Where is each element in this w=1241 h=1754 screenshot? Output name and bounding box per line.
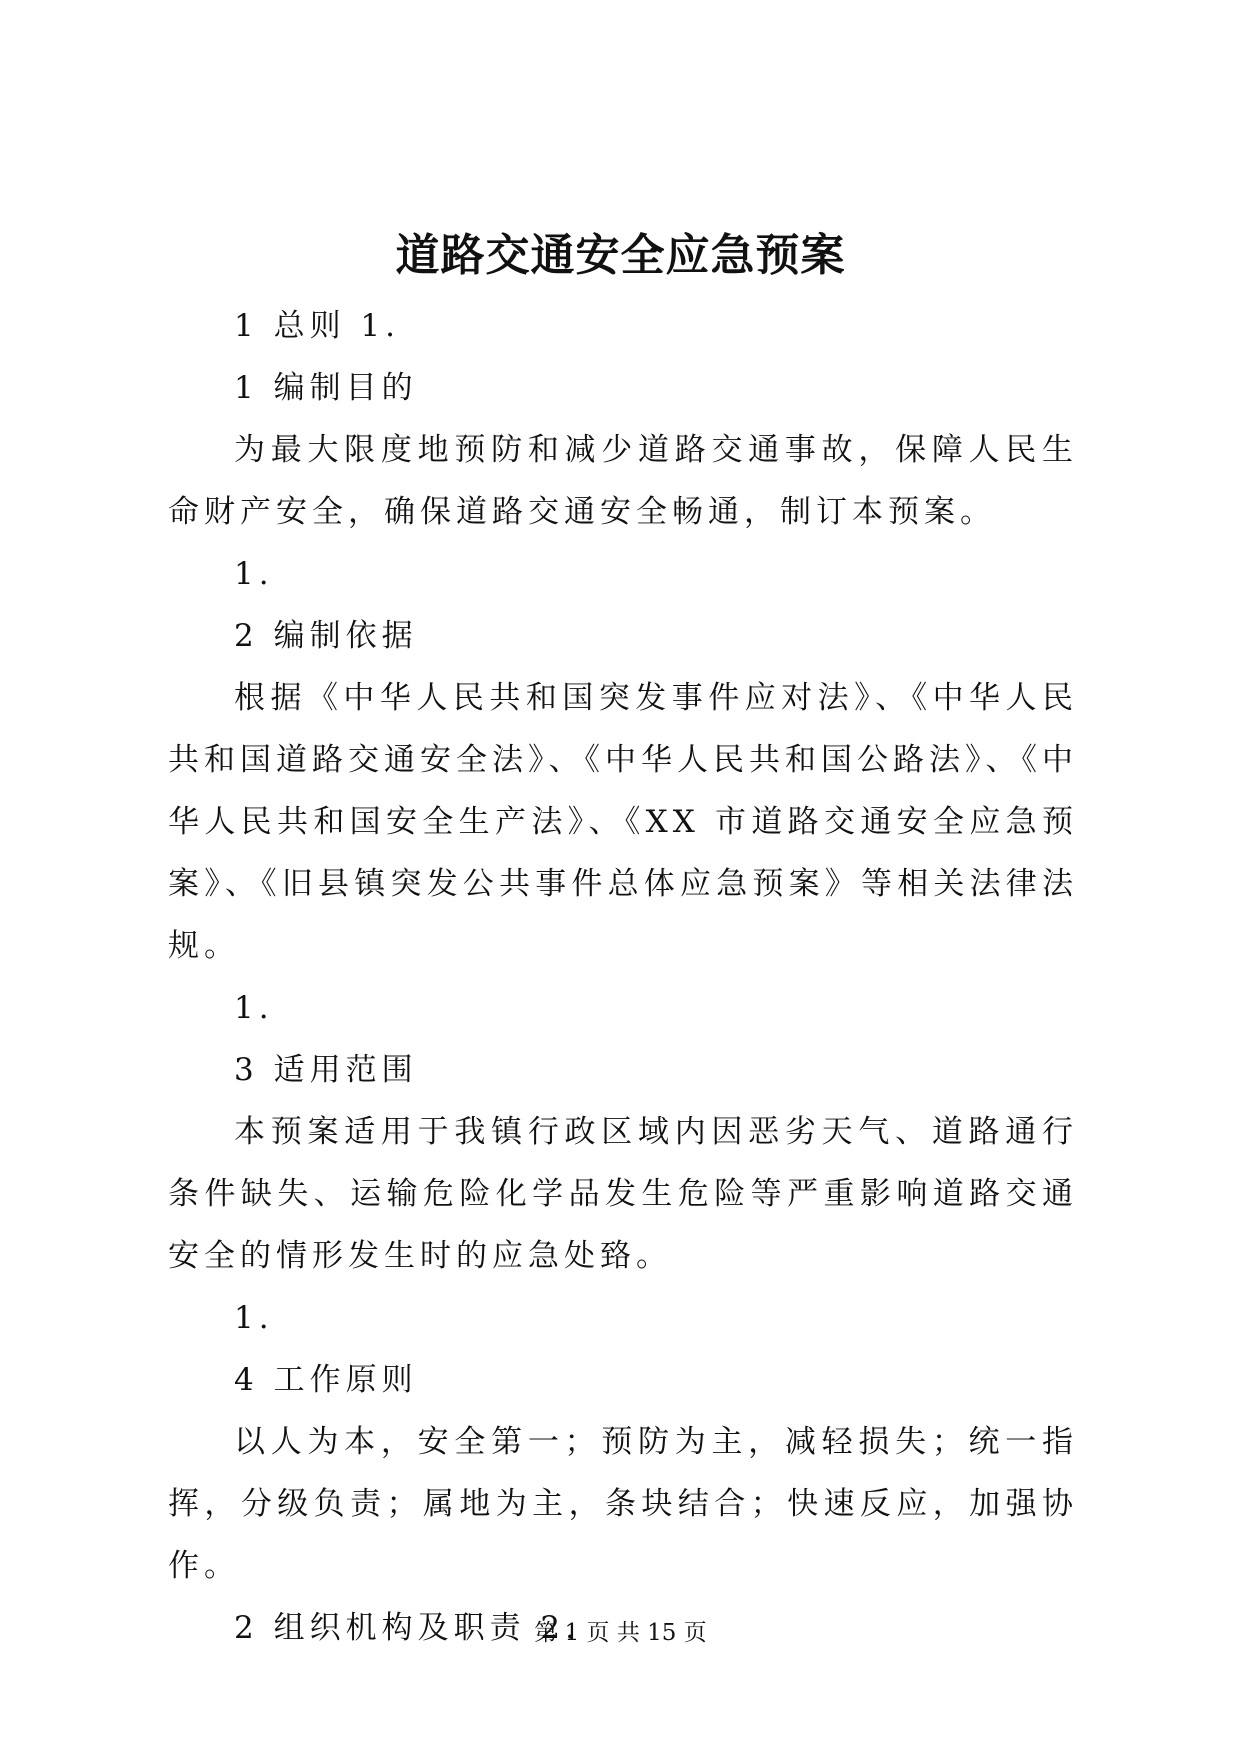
document-title: 道路交通安全应急预案 bbox=[395, 230, 846, 281]
document-body bbox=[168, 295, 1078, 1659]
paragraph-number: 1. bbox=[234, 556, 274, 592]
paragraph-subsection-scope: 3 适用范围 bbox=[234, 1052, 418, 1088]
paragraph-scope-text: 本预案适用于我镇行政区域内因恶劣天气、道路通行条件缺失、运输危险化学品发生危险等严重影响道路交通安全的情形发生时的应急处臵。 bbox=[168, 1114, 1078, 1274]
paragraph-number: 1. bbox=[234, 990, 274, 1026]
paragraph-subsection-principles: 4 工作原则 bbox=[234, 1362, 418, 1398]
paragraph-subsection-basis: 2 编制依据 bbox=[234, 618, 418, 654]
paragraph-section-2-heading: 2 组织机构及职责 2. bbox=[234, 1610, 581, 1646]
paragraph-number: 1. bbox=[234, 1300, 274, 1336]
page-number-footer: 第 1 页 共 15 页 bbox=[534, 1620, 707, 1646]
paragraph-section-1-heading: 1 总则 1. bbox=[234, 308, 401, 344]
paragraph-purpose-text: 为最大限度地预防和减少道路交通事故，保障人民生命财产安全，确保道路交通安全畅通，制订本预案。 bbox=[168, 432, 1078, 530]
paragraph-subsection-purpose: 1 编制目的 bbox=[234, 370, 418, 406]
paragraph-basis-text: 根据《中华人民共和国突发事件应对法》、《中华人民共和国道路交通安全法》、《中华人民共和国公路法》、《中华人民共和国安全生产法》、《XX 市道路交通安全应急预案》、《旧县镇突发公共事件总体应急预案》等相关法律法规。 bbox=[168, 680, 1078, 964]
paragraph-principles-text: 以人为本，安全第一；预防为主，减轻损失；统一指挥，分级负责；属地为主，条块结合；快速反应，加强协作。 bbox=[168, 1424, 1078, 1584]
